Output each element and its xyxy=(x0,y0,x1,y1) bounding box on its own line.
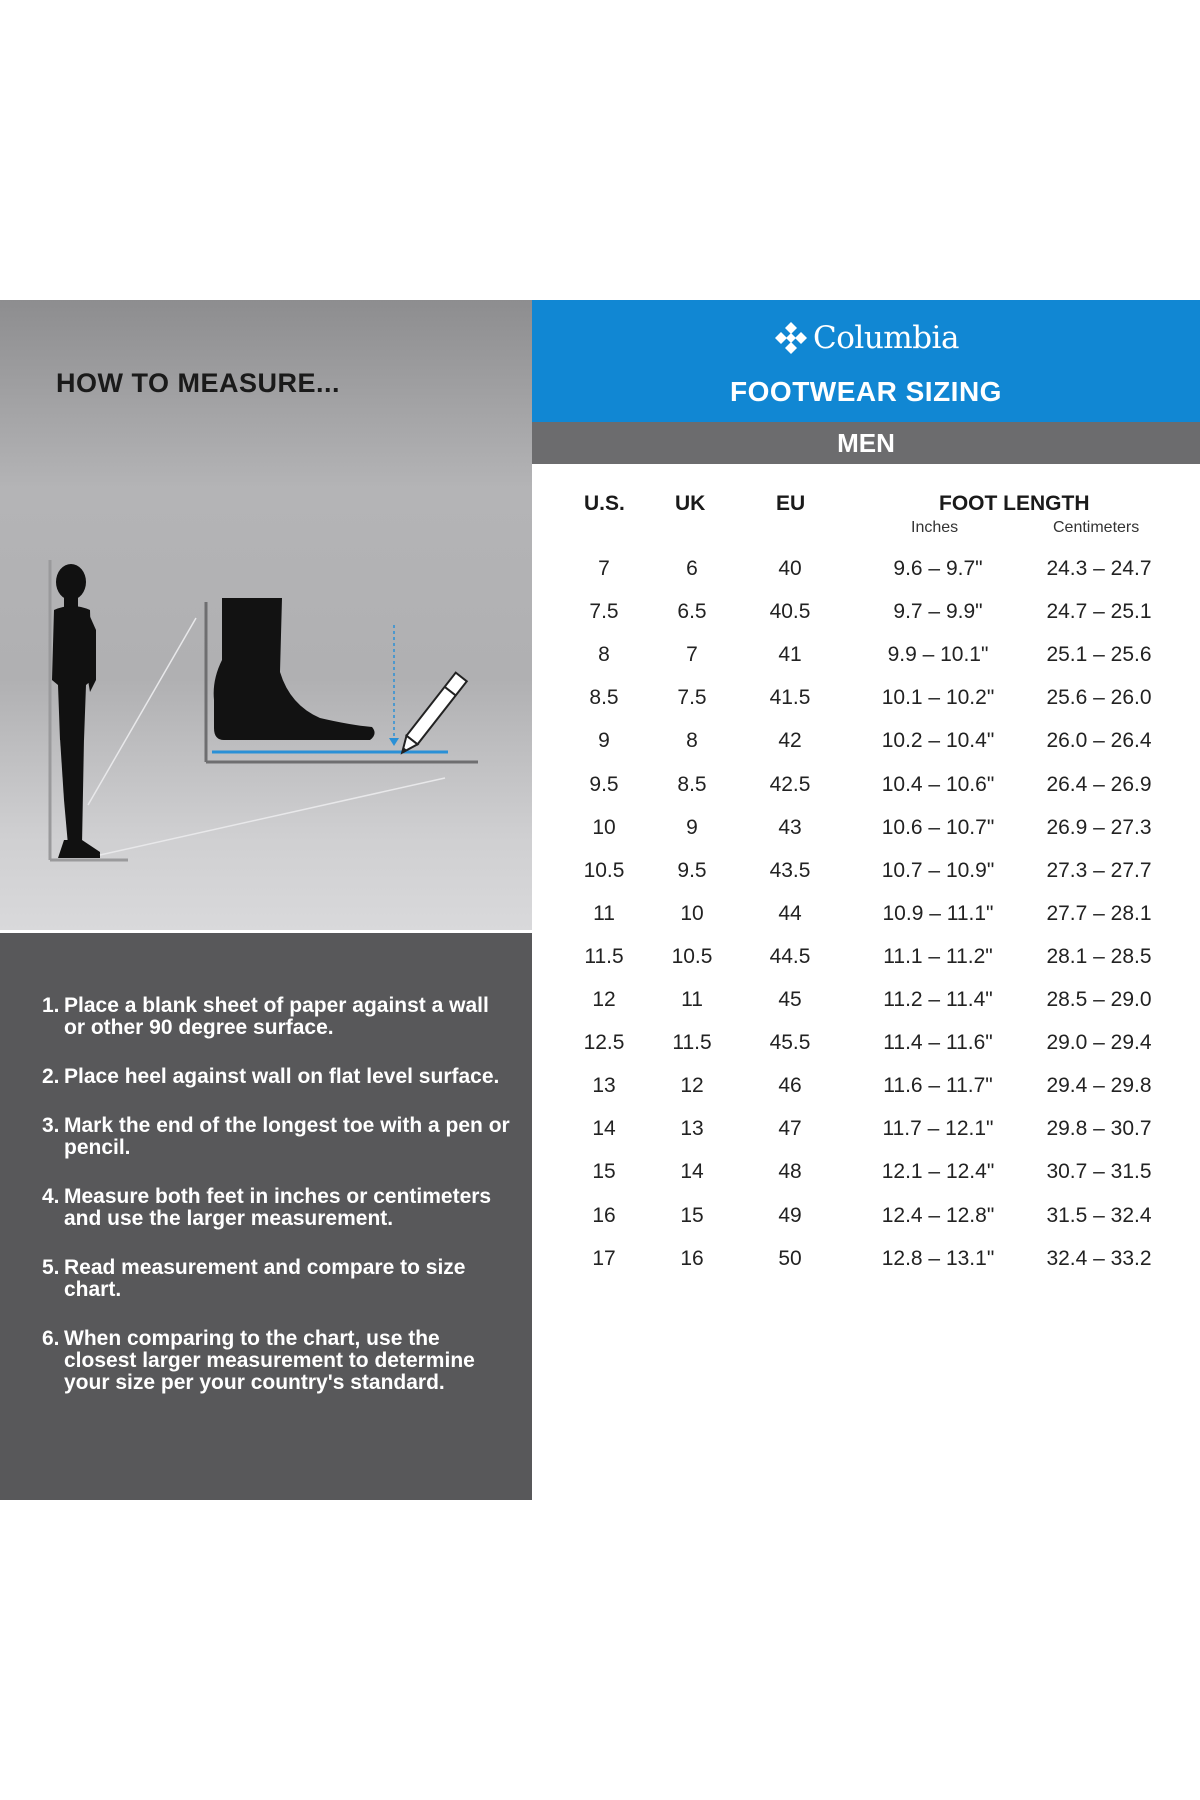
cell-cm: 29.8 – 30.7 xyxy=(1046,1117,1152,1141)
gender-label: MEN xyxy=(532,422,1200,464)
cell-inches: 11.4 – 11.6" xyxy=(883,1031,993,1055)
header-us: U.S. xyxy=(584,492,625,515)
cell-inches: 12.4 – 12.8" xyxy=(881,1203,995,1227)
cell-eu: 50 xyxy=(778,1246,802,1270)
cell-uk: 14 xyxy=(680,1160,704,1184)
cell-us: 14 xyxy=(592,1117,616,1141)
measure-step: 4. Measure both feet in inches or centimeters and use the larger measurement. xyxy=(42,1185,492,1230)
cell-uk: 7.5 xyxy=(677,686,707,710)
pencil-icon xyxy=(397,673,467,757)
cell-uk: 9 xyxy=(686,815,698,839)
header-centimeters: Centimeters xyxy=(1053,519,1140,536)
cell-eu: 44 xyxy=(778,901,802,925)
cell-uk: 9.5 xyxy=(677,858,707,882)
cell-eu: 40 xyxy=(778,557,802,580)
cell-us: 13 xyxy=(592,1074,616,1098)
projection-line-bottom xyxy=(100,778,445,855)
cell-us: 7.5 xyxy=(589,600,619,624)
cell-inches: 9.6 – 9.7" xyxy=(893,557,983,580)
header-eu: EU xyxy=(776,492,806,515)
cell-eu: 45 xyxy=(778,988,802,1011)
cell-eu: 47 xyxy=(778,1117,802,1141)
cell-uk: 10 xyxy=(680,901,704,925)
table-row xyxy=(532,945,1200,988)
cell-uk: 8 xyxy=(686,729,698,753)
cell-us: 16 xyxy=(592,1203,616,1227)
cell-eu: 41 xyxy=(778,643,802,667)
table-row xyxy=(532,1204,1200,1247)
cell-inches: 10.6 – 10.7" xyxy=(881,815,995,839)
foot-silhouette-icon xyxy=(214,598,375,740)
cell-us: 8.5 xyxy=(589,686,619,710)
cell-us: 10.5 xyxy=(583,858,625,882)
cell-cm: 26.4 – 26.9 xyxy=(1046,772,1152,796)
cell-eu: 43.5 xyxy=(769,858,811,882)
cell-us: 9 xyxy=(598,729,610,753)
cell-uk: 16 xyxy=(680,1246,704,1270)
projection-line-top xyxy=(88,618,196,805)
cell-eu: 42.5 xyxy=(769,772,811,796)
cell-uk: 11 xyxy=(681,988,703,1011)
cell-us: 12.5 xyxy=(583,1031,625,1055)
cell-eu: 45.5 xyxy=(769,1031,811,1055)
table-row xyxy=(532,859,1200,902)
cell-cm: 27.3 – 27.7 xyxy=(1046,858,1152,882)
table-row xyxy=(532,643,1200,686)
cell-us: 8 xyxy=(598,643,610,667)
cell-us: 7 xyxy=(598,557,610,580)
table-row xyxy=(532,1247,1200,1290)
cell-inches: 11.1 – 11.2" xyxy=(883,944,993,968)
cell-uk: 6 xyxy=(686,557,698,580)
logo-text: Columbia xyxy=(813,320,959,356)
cell-inches: 10.9 – 11.1" xyxy=(882,901,994,925)
cell-cm: 30.7 – 31.5 xyxy=(1046,1160,1152,1184)
cell-us: 10 xyxy=(592,815,616,839)
cell-uk: 6.5 xyxy=(677,600,707,624)
cell-cm: 25.6 – 26.0 xyxy=(1046,686,1152,710)
cell-cm: 29.4 – 29.8 xyxy=(1046,1074,1152,1098)
footwear-sizing-title: FOOTWEAR SIZING xyxy=(730,376,1002,407)
cell-us: 9.5 xyxy=(589,772,619,796)
cell-eu: 40.5 xyxy=(769,600,811,624)
columbia-logo xyxy=(532,320,1200,356)
cell-eu: 44.5 xyxy=(769,944,811,968)
cell-inches: 11.7 – 12.1" xyxy=(882,1117,994,1141)
table-row xyxy=(532,1031,1200,1074)
table-row xyxy=(532,557,1200,600)
cell-us: 17 xyxy=(592,1246,616,1270)
cell-cm: 31.5 – 32.4 xyxy=(1046,1203,1152,1227)
cell-uk: 7 xyxy=(686,643,698,667)
cell-uk: 12 xyxy=(680,1074,704,1098)
cell-eu: 46 xyxy=(778,1074,802,1098)
cell-uk: 15 xyxy=(680,1203,704,1227)
header-inches: Inches xyxy=(911,519,959,536)
cell-us: 11 xyxy=(593,901,615,925)
measure-step: 6. When comparing to the chart, use the closest larger measurement to determine your size per your country's standard. xyxy=(42,1327,475,1394)
brand-header xyxy=(532,300,1200,422)
cell-inches: 10.2 – 10.4" xyxy=(881,729,995,753)
cell-us: 12 xyxy=(592,988,616,1011)
cell-uk: 13 xyxy=(680,1117,704,1141)
measure-steps-list xyxy=(42,995,512,1421)
table-row xyxy=(532,902,1200,945)
toe-marker-arrow-icon xyxy=(389,738,399,746)
cell-cm: 32.4 – 33.2 xyxy=(1046,1246,1152,1270)
header-foot-length: FOOT LENGTH xyxy=(939,492,1090,515)
cell-inches: 9.7 – 9.9" xyxy=(893,600,983,624)
cell-cm: 24.3 – 24.7 xyxy=(1046,557,1152,580)
cell-inches: 10.1 – 10.2" xyxy=(881,686,995,710)
cell-cm: 27.7 – 28.1 xyxy=(1046,901,1152,925)
cell-cm: 25.1 – 25.6 xyxy=(1046,643,1152,667)
measure-step: 3. Mark the end of the longest toe with a pen or pencil. xyxy=(42,1114,510,1159)
measure-step: 2. Place heel against wall on flat level surface. xyxy=(42,1065,500,1088)
cell-uk: 8.5 xyxy=(677,772,707,796)
cell-inches: 11.2 – 11.4" xyxy=(883,988,993,1011)
header-uk: UK xyxy=(675,492,706,515)
cell-cm: 29.0 – 29.4 xyxy=(1046,1031,1152,1055)
cell-inches: 9.9 – 10.1" xyxy=(887,643,989,667)
table-row xyxy=(532,1117,1200,1160)
cell-cm: 28.1 – 28.5 xyxy=(1046,944,1152,968)
cell-inches: 10.7 – 10.9" xyxy=(881,858,995,882)
cell-inches: 10.4 – 10.6" xyxy=(881,772,995,796)
cell-cm: 26.9 – 27.3 xyxy=(1046,815,1152,839)
cell-inches: 12.1 – 12.4" xyxy=(881,1160,995,1184)
diamond-grid-icon xyxy=(773,320,809,356)
measure-steps-panel xyxy=(0,933,532,1500)
table-row xyxy=(532,773,1200,816)
measure-illustration-panel xyxy=(0,300,532,930)
cell-uk: 11.5 xyxy=(672,1031,712,1055)
cell-inches: 11.6 – 11.7" xyxy=(883,1074,993,1098)
cell-eu: 41.5 xyxy=(769,686,811,710)
person-silhouette-icon xyxy=(52,564,100,858)
measure-step: 5. Read measurement and compare to size chart. xyxy=(42,1256,466,1301)
cell-inches: 12.8 – 13.1" xyxy=(881,1246,995,1270)
cell-eu: 49 xyxy=(778,1203,802,1227)
cell-cm: 24.7 – 25.1 xyxy=(1046,600,1152,624)
cell-uk: 10.5 xyxy=(671,944,713,968)
cell-eu: 42 xyxy=(778,729,802,753)
cell-eu: 48 xyxy=(778,1160,802,1184)
cell-us: 15 xyxy=(592,1160,616,1184)
measure-step: 1. Place a blank sheet of paper against a wall or other 90 degree surface. xyxy=(42,994,489,1039)
table-row xyxy=(532,729,1200,772)
table-row xyxy=(532,988,1200,1031)
cell-eu: 43 xyxy=(778,815,802,839)
table-row xyxy=(532,816,1200,859)
table-row xyxy=(532,1160,1200,1203)
table-row xyxy=(532,686,1200,729)
cell-cm: 26.0 – 26.4 xyxy=(1046,729,1152,753)
cell-us: 11.5 xyxy=(584,944,624,968)
cell-cm: 28.5 – 29.0 xyxy=(1046,988,1152,1011)
table-row xyxy=(532,600,1200,643)
measure-title: HOW TO MEASURE... xyxy=(56,368,341,398)
measure-illustration xyxy=(0,300,532,930)
table-row xyxy=(532,1074,1200,1117)
